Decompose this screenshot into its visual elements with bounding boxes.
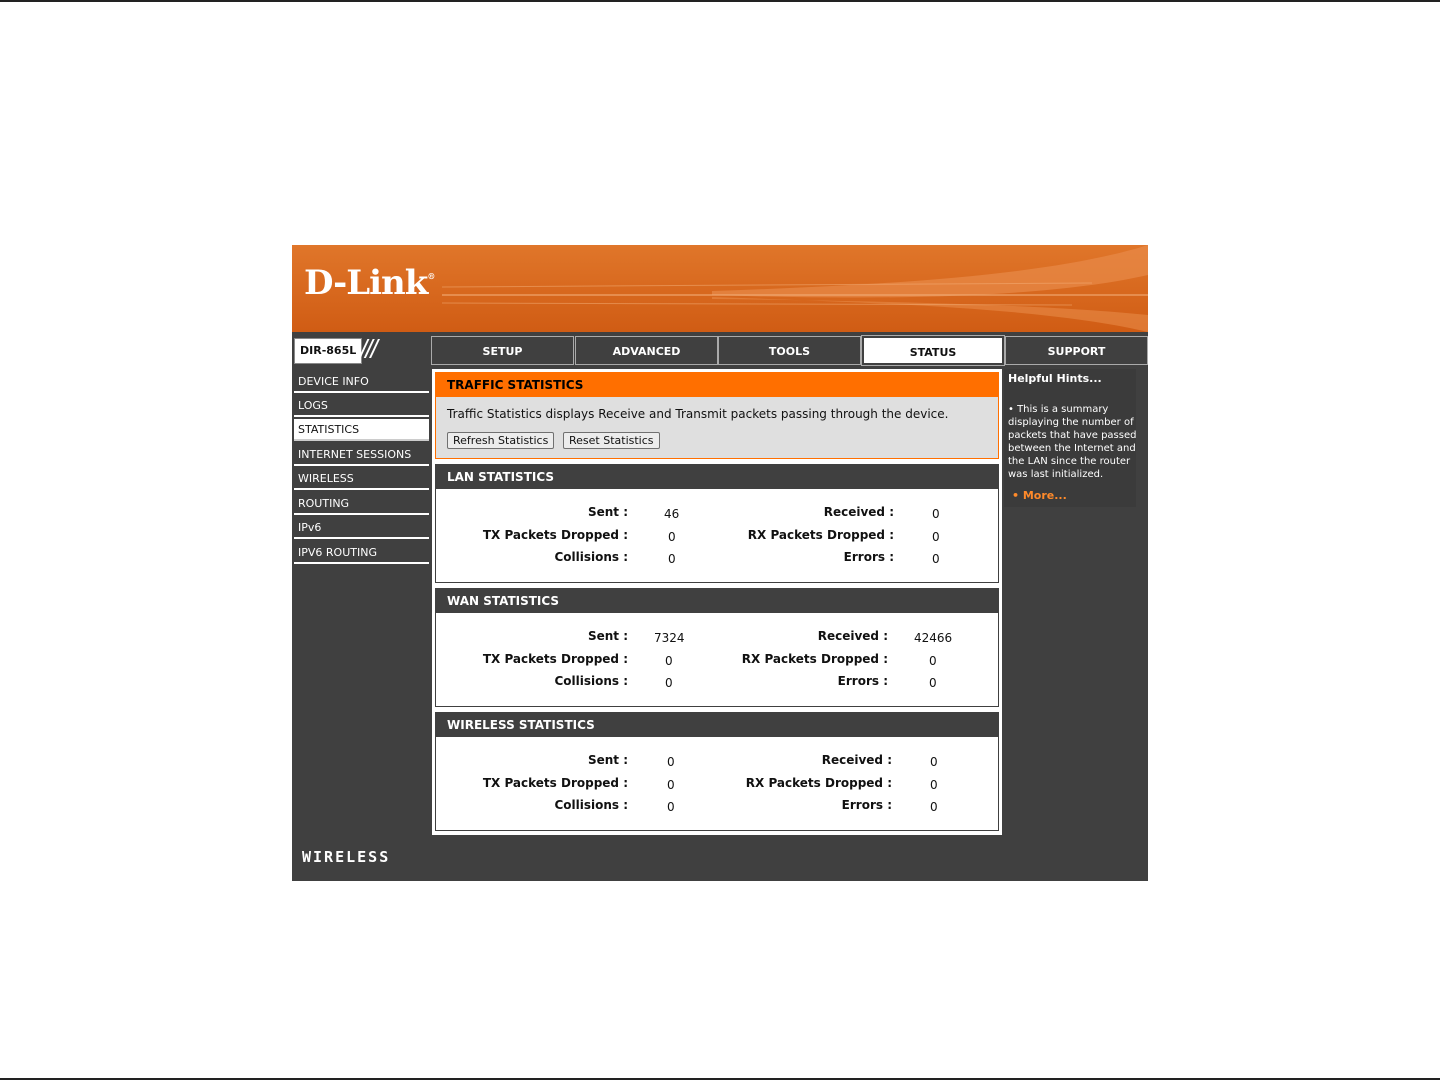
refresh-statistics-button[interactable]: Refresh Statistics	[447, 432, 554, 449]
wan-statistics-section	[435, 588, 999, 707]
wireless-tx-dropped-value: 0	[667, 778, 675, 792]
hints-text: • This is a summary displaying the number of packets that have passed between the Internet and the LAN since the router was last initialized.	[1008, 404, 1137, 480]
sidebar-item-routing[interactable]: ROUTING	[294, 493, 429, 515]
traffic-statistics-title: TRAFFIC STATISTICS	[436, 373, 998, 397]
sidebar-item-statistics[interactable]: STATISTICS	[294, 419, 429, 441]
lan-rx-dropped-label: RX Packets Dropped :	[747, 528, 894, 542]
hints-title: Helpful Hints...	[1008, 372, 1102, 385]
lan-statistics-title: LAN STATISTICS	[436, 465, 998, 489]
wan-rx-dropped-value: 0	[929, 654, 937, 668]
model-slashes: ///	[360, 334, 376, 364]
wireless-received-label: Received :	[821, 753, 892, 767]
left-sidebar	[292, 369, 430, 835]
wan-tx-dropped-value: 0	[665, 654, 673, 668]
sidebar-item-internet-sessions[interactable]: INTERNET SESSIONS	[294, 444, 429, 466]
router-admin-frame	[292, 245, 1148, 881]
lan-received-label: Received :	[823, 505, 894, 519]
wireless-tx-dropped-label: TX Packets Dropped :	[482, 776, 628, 790]
sidebar-item-device-info[interactable]: DEVICE INFO	[294, 371, 429, 393]
lan-collisions-label: Collisions :	[554, 550, 628, 564]
lan-errors-value: 0	[932, 552, 940, 566]
wireless-rx-dropped-value: 0	[930, 778, 938, 792]
wan-errors-label: Errors :	[837, 674, 888, 688]
tab-support[interactable]: SUPPORT	[1005, 336, 1148, 365]
sidebar-item-ipv6[interactable]: IPv6	[294, 517, 429, 539]
lan-sent-label: Sent :	[587, 505, 628, 519]
model-name: DIR-865L	[294, 338, 362, 364]
bottom-rule	[0, 1078, 1440, 1080]
wireless-collisions-label: Collisions :	[554, 798, 628, 812]
sidebar-item-wireless[interactable]: WIRELESS	[294, 468, 429, 490]
top-rule	[0, 0, 1440, 2]
footer-bar	[292, 835, 1148, 881]
traffic-description: Traffic Statistics displays Receive and Transmit packets passing through the device.	[447, 407, 949, 421]
model-badge	[292, 336, 428, 365]
wireless-sent-value: 0	[667, 755, 675, 769]
wan-collisions-label: Collisions :	[554, 674, 628, 688]
wireless-sent-label: Sent :	[587, 753, 628, 767]
sidebar-item-logs[interactable]: LOGS	[294, 395, 429, 417]
wireless-errors-value: 0	[930, 800, 938, 814]
hints-more-link[interactable]: • More...	[1012, 489, 1067, 502]
lan-tx-dropped-label: TX Packets Dropped :	[482, 528, 628, 542]
wan-statistics-title: WAN STATISTICS	[436, 589, 998, 613]
wireless-rx-dropped-label: RX Packets Dropped :	[745, 776, 892, 790]
wan-received-label: Received :	[817, 629, 888, 643]
sidebar-item-ipv6-routing[interactable]: IPV6 ROUTING	[294, 542, 429, 564]
tab-status[interactable]: STATUS	[862, 336, 1004, 365]
lan-collisions-value: 0	[668, 552, 676, 566]
wan-errors-value: 0	[929, 676, 937, 690]
brand-banner	[292, 245, 1148, 332]
hints-box	[1004, 369, 1136, 507]
main-content	[432, 369, 1002, 835]
wan-tx-dropped-label: TX Packets Dropped :	[482, 652, 628, 666]
helpful-hints-panel	[1004, 369, 1148, 835]
wireless-errors-label: Errors :	[841, 798, 892, 812]
wireless-received-value: 0	[930, 755, 938, 769]
lan-sent-value: 46	[664, 507, 680, 521]
wireless-statistics-section	[435, 712, 999, 831]
top-navigation	[292, 336, 1148, 365]
footer-wireless-logo: WIRELESS	[302, 848, 391, 866]
wireless-statistics-title: WIRELESS STATISTICS	[436, 713, 998, 737]
wan-sent-label: Sent :	[587, 629, 628, 643]
dlink-logo: D-Link®	[304, 263, 435, 303]
reset-statistics-button[interactable]: Reset Statistics	[563, 432, 660, 449]
tab-tools[interactable]: TOOLS	[718, 336, 861, 365]
wireless-collisions-value: 0	[667, 800, 675, 814]
wan-collisions-value: 0	[665, 676, 673, 690]
lan-received-value: 0	[932, 507, 940, 521]
wan-rx-dropped-label: RX Packets Dropped :	[741, 652, 888, 666]
lan-statistics-section	[435, 464, 999, 583]
lan-rx-dropped-value: 0	[932, 530, 940, 544]
tab-setup[interactable]: SETUP	[431, 336, 574, 365]
lan-errors-label: Errors :	[843, 550, 894, 564]
traffic-statistics-section	[435, 372, 999, 459]
wan-sent-value: 7324	[654, 631, 685, 645]
lan-tx-dropped-value: 0	[668, 530, 676, 544]
wan-received-value: 42466	[914, 631, 953, 645]
tab-advanced[interactable]: ADVANCED	[575, 336, 718, 365]
